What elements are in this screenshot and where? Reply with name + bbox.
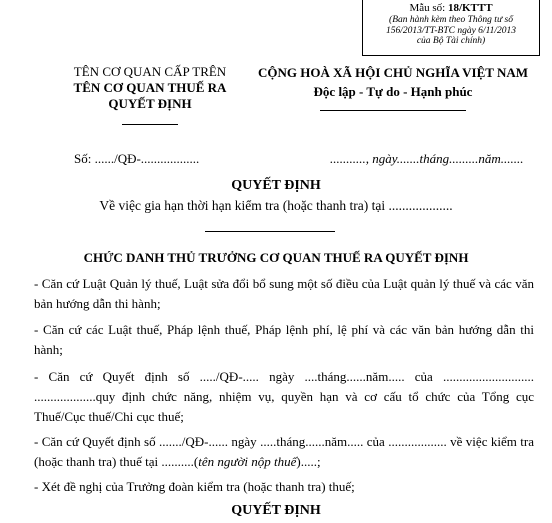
title-underline: [205, 231, 335, 232]
decision-number: Số: ....../QĐ-..................: [74, 151, 200, 166]
document-subject: Về việc gia hạn thời hạn kiểm tra (hoặc thanh tra) tại ...................: [99, 198, 453, 213]
national-header: [248, 64, 538, 100]
agency-name-line1: TÊN CƠ QUAN THUẾ RA: [73, 80, 227, 95]
agency-name-line2: QUYẾT ĐỊNH: [108, 96, 192, 111]
form-number-box: [362, 0, 540, 56]
basis-4: - Căn cứ Quyết định số ......./QĐ-...... ngày .....tháng......năm..... của .................. về việc kiểm tra (hoặc thanh tra) thuế tại ..........(tên người nộp thuế).....;: [34, 434, 534, 469]
basis-2: - Căn cứ các Luật thuế, Pháp lệnh thuế, Pháp lệnh phí, lệ phí và các văn bản hướng dẫn thi hành;: [34, 322, 534, 357]
authority-heading: CHỨC DANH THỦ TRƯỞNG CƠ QUAN THUẾ RA QUYẾT ĐỊNH: [83, 250, 469, 265]
form-note-3: của Bộ Tài chính): [416, 36, 486, 46]
national-motto: Độc lập - Tự do - Hạnh phúc: [313, 84, 473, 99]
superior-agency: TÊN CƠ QUAN CẤP TRÊN: [73, 64, 227, 79]
form-note-2: 156/2013/TT-BTC ngày 6/11/2013: [385, 25, 517, 36]
decision-date: ..........., ngày.......tháng.........năm.......: [330, 151, 524, 166]
basis-5: - Xét đề nghị của Trưởng đoàn kiểm tra (hoặc thanh tra) thuế;: [34, 479, 355, 494]
decision-heading: QUYẾT ĐỊNH: [231, 503, 321, 518]
country-name: CỘNG HOÀ XÃ HỘI CHỦ NGHĨA VIỆT NAM: [257, 65, 529, 80]
form-number: Mẫu số: 18/KTTT: [409, 2, 493, 14]
agency-header: [40, 64, 260, 112]
basis-3: - Căn cứ Quyết định số ...../QĐ-..... ngày ....tháng......năm..... của ............................ ...................quy định chức năng, nhiệm vụ, quyền hạn và cơ cấu tổ chức của Tổng cục Thuế/Cục thuế/Chi cục thuế;: [34, 369, 534, 424]
basis-1: - Căn cứ Luật Quản lý thuế, Luật sửa đổi bổ sung một số điều của Luật quản lý thuế và các văn bản hướng dẫn thi hành;: [34, 276, 534, 311]
motto-underline: [320, 110, 466, 111]
agency-underline: [122, 124, 178, 125]
document-title: QUYẾT ĐỊNH: [231, 178, 321, 193]
form-note-1: (Ban hành kèm theo Thông tư số: [389, 15, 513, 25]
